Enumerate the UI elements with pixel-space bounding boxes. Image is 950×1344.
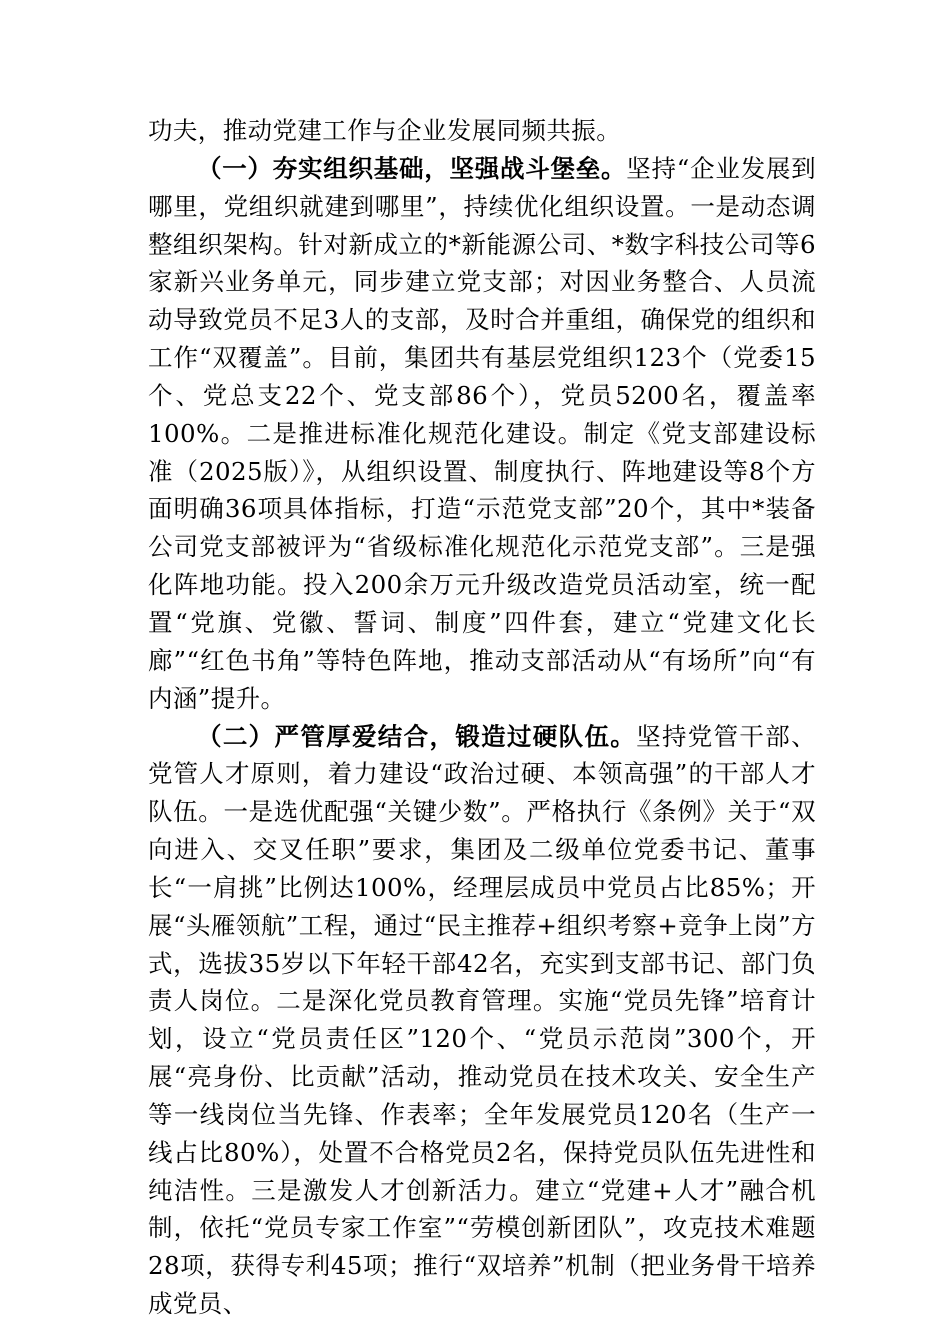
paragraph-section-1 [148,150,816,718]
section-heading-1: （一）夯实组织基础，坚强战斗堡垒。 [197,153,627,183]
paragraph-continuation [148,112,816,150]
body-text [148,112,816,1323]
paragraph-body: 坚持“企业发展到哪里，党组织就建到哪里”，持续优化组织设置。一是动态调整组织架构。针对新成立的*新能源公司、*数字科技公司等6家新兴业务单元，同步建立党支部；对因业务整合、人员流动导致党员不足3人的支部，及时合并重组，确保党的组织和工作“双覆盖”。目前，集团共有基层党组织123个（党委15个、党总支22个、党支部86个），党员5200名，覆盖率100%。二是推进标准化规范化建设。制定《党支部建设标准（2025版）》，从组织设置、制度执行、阵地建设等8个方面明确36项具体指标，打造“示范党支部”20个，其中*装备公司党支部被评为“省级标准化规范化示范党支部”。三是强化阵地功能。投入200余万元升级改造党员活动室，统一配置“党旗、党徽、誓词、制度”四件套，建立“党建文化长廊”“红色书角”等特色阵地，推动支部活动从“有场所”向“有内涵”提升。 [148,153,816,713]
paragraph-section-2 [148,718,816,1324]
section-heading-2: （二）严管厚爱结合，锻造过硬队伍。 [197,721,637,751]
paragraph-body: 坚持党管干部、党管人才原则，着力建设“政治过硬、本领高强”的干部人才队伍。一是选优配强“关键少数”。严格执行《条例》关于“双向进入、交叉任职”要求，集团及二级单位党委书记、董事长“一肩挑”比例达100%，经理层成员中党员占比85%；开展“头雁领航”工程，通过“民主推荐+组织考察+竞争上岗”方式，选拔35岁以下年轻干部42名，充实到支部书记、部门负责人岗位。二是深化党员教育管理。实施“党员先锋”培育计划，设立“党员责任区”120个、“党员示范岗”300个，开展“亮身份、比贡献”活动，推动党员在技术攻关、安全生产等一线岗位当先锋、作表率；全年发展党员120名（生产一线占比80%），处置不合格党员2名，保持党员队伍先进性和纯洁性。三是激发人才创新活力。建立“党建+人才”融合机制，依托“党员专家工作室”“劳模创新团队”，攻克技术难题28项，获得专利45项；推行“双培养”机制（把业务骨干培养成党员、 [148,721,816,1319]
paragraph-body: 功夫，推动党建工作与企业发展同频共振。 [148,116,622,145]
